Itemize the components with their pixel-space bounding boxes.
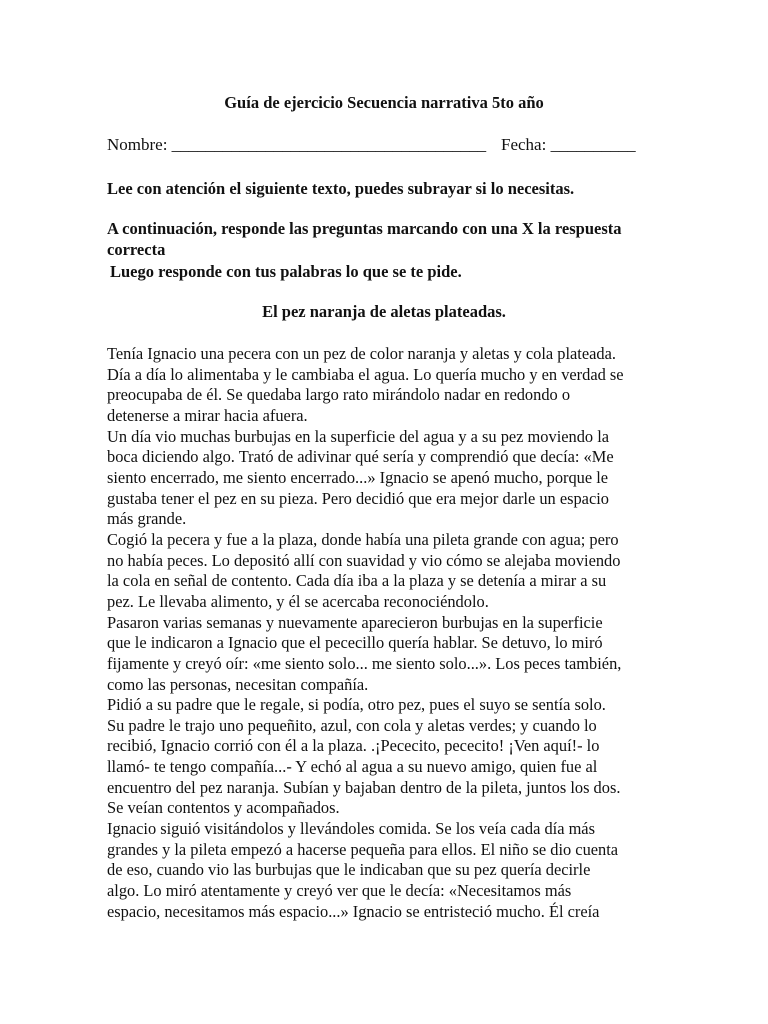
story-line: Cogió la pecera y fue a la plaza, donde había una pileta grande con agua; pero [107, 529, 619, 549]
instruction-answer [107, 218, 667, 260]
story-line: grandes y la pileta empezó a hacerse pequeña para ellos. El niño se dio cuenta [107, 839, 619, 859]
instruction-answer-line-2: correcta [107, 240, 166, 259]
instruction-read: Lee con atención el siguiente texto, puedes subrayar si lo necesitas. [107, 179, 575, 198]
story-line: Se veían contentos y acompañados. [107, 798, 340, 818]
instruction-answer-line-1: A continuación, responde las preguntas marcando con una X la respuesta [107, 219, 622, 238]
story-line: detenerse a mirar hacia afuera. [107, 405, 308, 425]
story-text [107, 344, 667, 922]
story-line: Su padre le trajo uno pequeñito, azul, con cola y aletas verdes; y cuando lo [107, 715, 597, 735]
story-line: como las personas, necesitan compañía. [107, 674, 369, 694]
page-title: Guía de ejercicio Secuencia narrativa 5to año [224, 93, 544, 112]
story-line: Ignacio siguió visitándolos y llevándoles comida. Se los veía cada día más [107, 819, 595, 839]
story-line: fijamente y creyó oír: «me siento solo... me siento solo...». Los peces también, [107, 653, 622, 673]
story-line: siento encerrado, me siento encerrado...» Ignacio se apenó mucho, porque le [107, 467, 609, 487]
story-line: preocupaba de él. Se quedaba largo rato mirándolo nadar en redondo o [107, 385, 571, 405]
story-line: pez. Le llevaba alimento, y él se acercaba reconociéndolo. [107, 591, 489, 611]
story-line: Día a día lo alimentaba y le cambiaba el agua. Lo quería mucho y en verdad se [107, 364, 624, 384]
fecha-field: Fecha: __________ [501, 135, 636, 154]
story-line: de eso, cuando vio las burbujas que le indicaban que su pez quería decirle [107, 860, 591, 880]
nombre-field: Nombre: _____________________________________ [107, 135, 487, 154]
story-line: no había peces. Lo depositó allí con suavidad y vio cómo se alejaba moviendo [107, 550, 621, 570]
story-line: encuentro del pez naranja. Subían y bajaban dentro de la pileta, juntos los dos. [107, 777, 621, 797]
story-line: gustaba tener el pez en su pieza. Pero decidió que era mejor darle un espacio [107, 488, 609, 508]
story-line: Pasaron varias semanas y nuevamente aparecieron burbujas en la superficie [107, 612, 603, 632]
story-line: recibió, Ignacio corrió con él a la plaza. .¡Pececito, pececito! ¡Ven aquí!- lo [107, 736, 600, 756]
story-line: boca diciendo algo. Trató de adivinar qué sería y comprendió que decía: «Me [107, 447, 614, 467]
instruction-respond: Luego responde con tus palabras lo que se te pide. [110, 262, 462, 281]
story-line: Pidió a su padre que le regale, si podía, otro pez, pues el suyo se sentía solo. [107, 695, 606, 715]
story-line: espacio, necesitamos más espacio...» Ignacio se entristeció mucho. Él creía [107, 901, 600, 921]
story-line: la cola en señal de contento. Cada día iba a la plaza y se detenía a mirar a su [107, 571, 607, 591]
story-title: El pez naranja de aletas plateadas. [262, 302, 506, 321]
story-line: Tenía Ignacio una pecera con un pez de color naranja y aletas y cola plateada. [107, 344, 616, 363]
story-line: que le indicaron a Ignacio que el pececillo quería hablar. Se detuvo, lo miró [107, 633, 603, 653]
story-line: algo. Lo miró atentamente y creyó ver que le decía: «Necesitamos más [107, 881, 572, 901]
story-line: más grande. [107, 509, 187, 529]
story-line: llamó- te tengo compañía...- Y echó al agua a su nuevo amigo, quien fue al [107, 757, 598, 777]
story-line: Un día vio muchas burbujas en la superficie del agua y a su pez moviendo la [107, 426, 610, 446]
